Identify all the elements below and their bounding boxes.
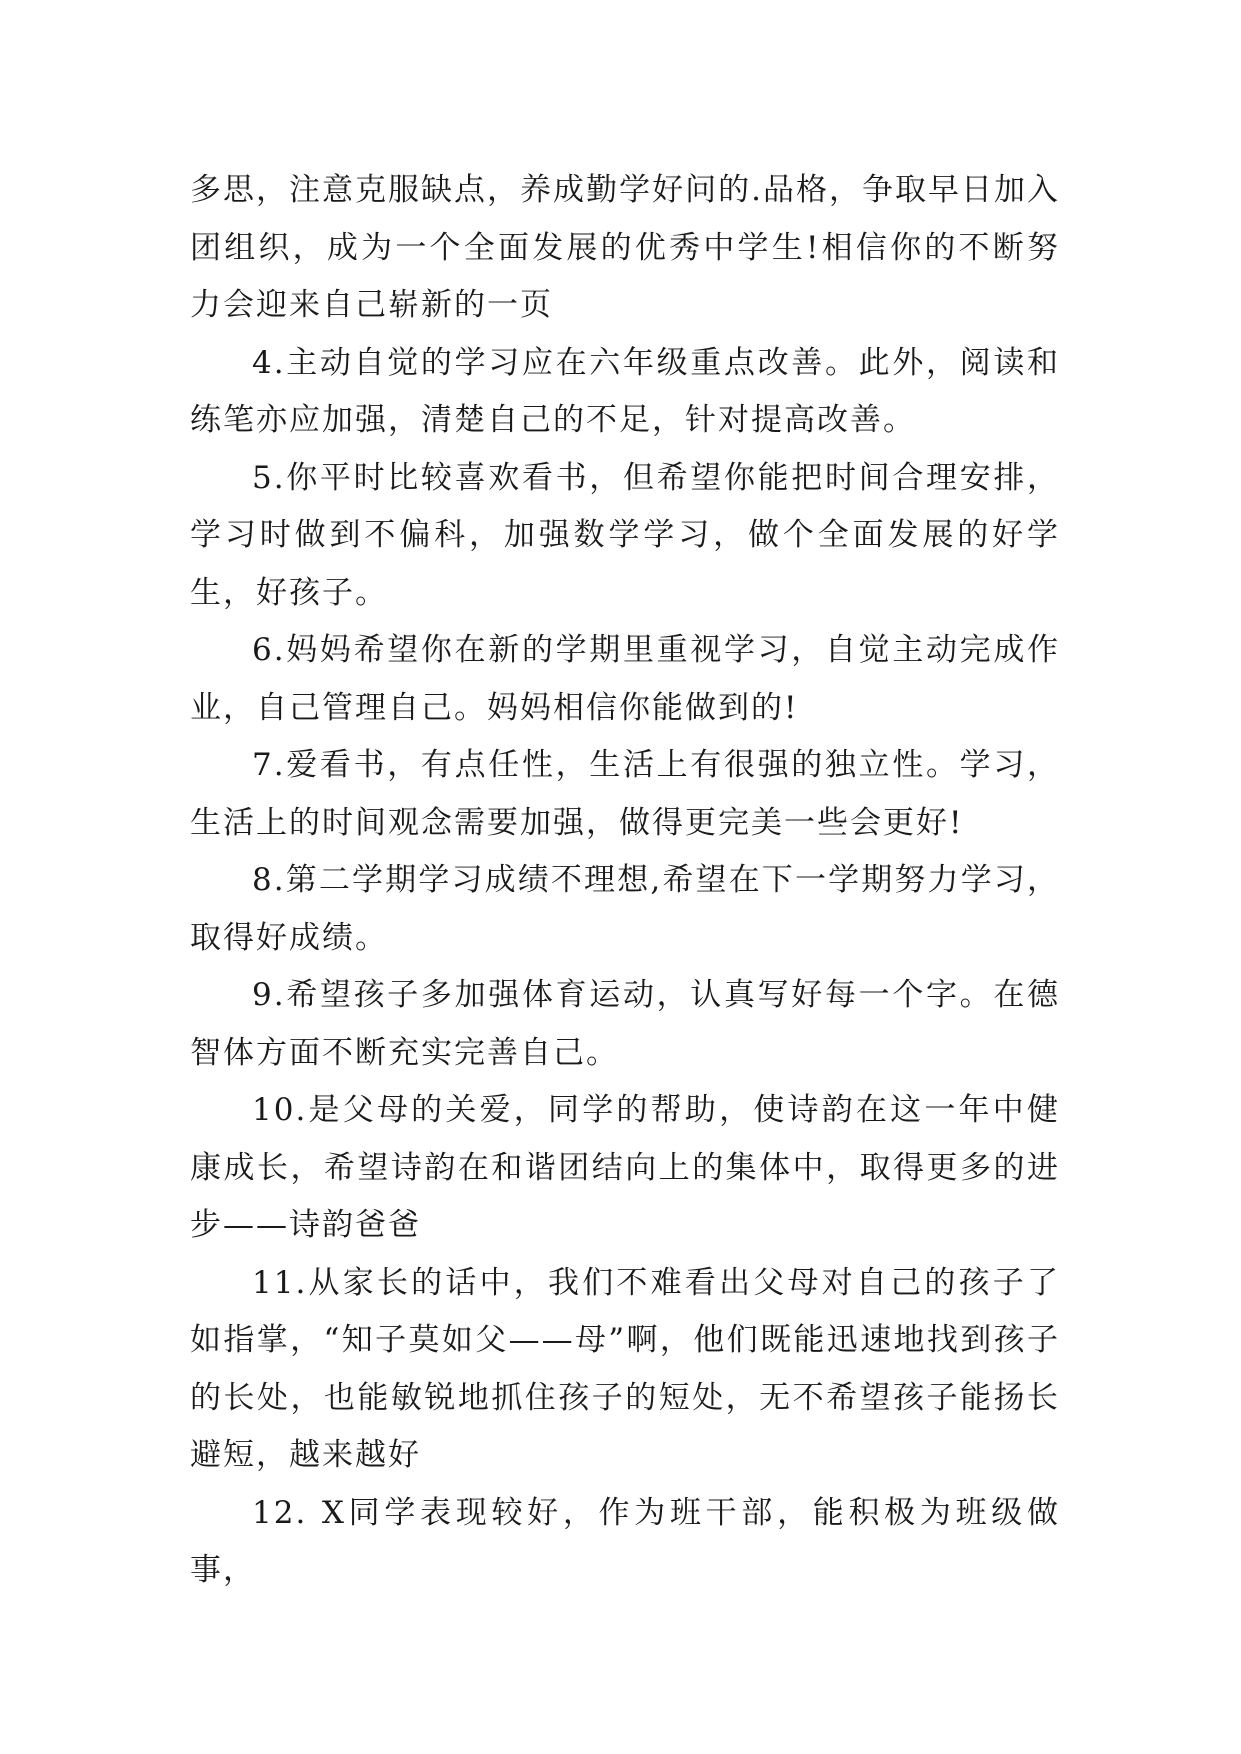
- paragraph-item-5: 5.你平时比较喜欢看书，但希望你能把时间合理安排，学习时做到不偏科，加强数学学习，做个全面发展的好学生，好孩子。: [190, 459, 1060, 611]
- paragraph-continuation: 多思，注意克服缺点，养成勤学好问的.品格，争取早日加入团组织，成为一个全面发展的优秀中学生!相信你的不断努力会迎来自己崭新的一页: [190, 172, 1060, 323]
- paragraph-item-9: 9.希望孩子多加强体育运动，认真写好每一个字。在德智体方面不断充实完善自己。: [190, 977, 1060, 1071]
- paragraph-item-12: 12. X同学表现较好，作为班干部，能积极为班级做事，: [190, 1494, 1060, 1588]
- paragraph-item-4: 4.主动自觉的学习应在六年级重点改善。此外，阅读和练笔亦应加强，清楚自己的不足，针对提高改善。: [190, 344, 1060, 438]
- paragraph-item-11: 11.从家长的话中，我们不难看出父母对自己的孩子了如指掌，“知子莫如父——母”啊，他们既能迅速地找到孩子的长处，也能敏锐地抓住孩子的短处，无不希望孩子能扬长避短，越来越好: [190, 1264, 1060, 1473]
- document-body: [190, 162, 1060, 1600]
- paragraph-item-10: 10.是父母的关爱，同学的帮助，使诗韵在这一年中健康成长，希望诗韵在和谐团结向上的集体中，取得更多的进步——诗韵爸爸: [190, 1092, 1060, 1243]
- paragraph-item-6: 6.妈妈希望你在新的学期里重视学习，自觉主动完成作业，自己管理自己。妈妈相信你能做到的!: [190, 632, 1060, 726]
- paragraph-item-7: 7.爱看书，有点任性，生活上有很强的独立性。学习，生活上的时间观念需要加强，做得更完美一些会更好!: [190, 747, 1060, 841]
- paragraph-item-8: 8.第二学期学习成绩不理想,希望在下一学期努力学习，取得好成绩。: [190, 862, 1060, 956]
